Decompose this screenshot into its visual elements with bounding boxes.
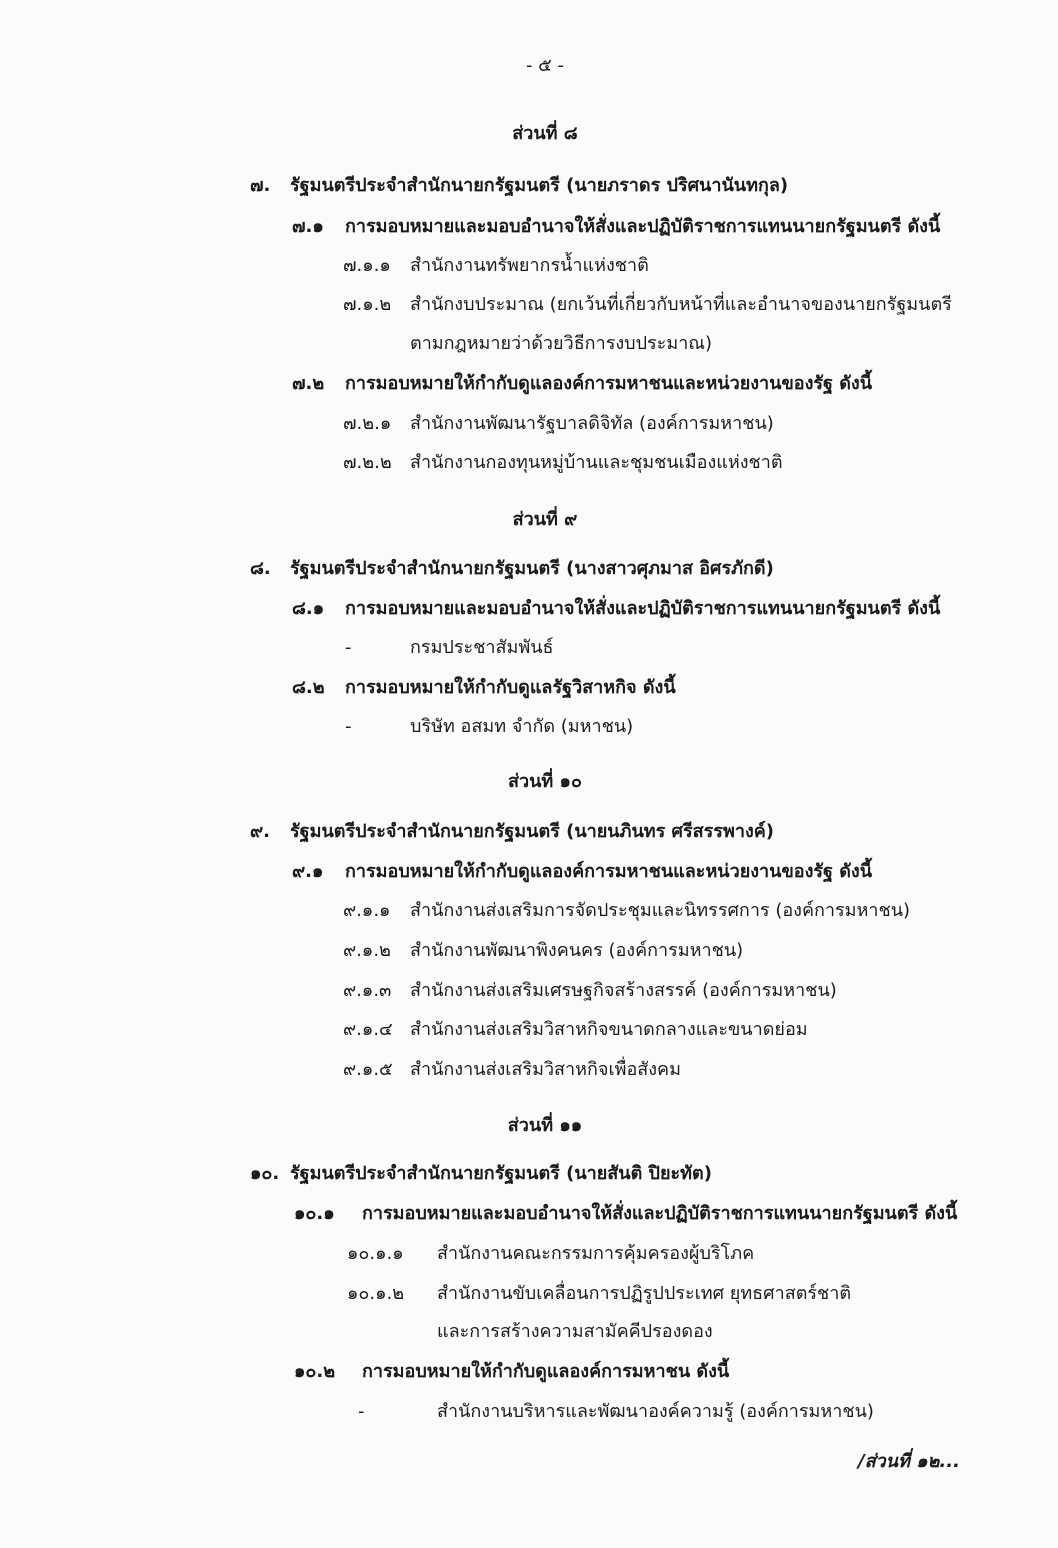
item-dash: -: [345, 637, 352, 658]
group-title: การมอบหมายและมอบอำนาจให้สั่งและปฏิบัติราชการแทนนายกรัฐมนตรี ดังนี้: [362, 1203, 958, 1224]
item-text: สำนักงานพัฒนารัฐบาลดิจิทัล (องค์การมหาชน): [410, 413, 774, 434]
group-title: การมอบหมายให้กำกับดูแลองค์การมหาชนและหน่วยงานของรัฐ ดังนี้: [345, 373, 873, 394]
item-text: บริษัท อสมท จำกัด (มหาชน): [410, 716, 634, 737]
group-number: ๗.๒: [292, 373, 325, 394]
group-title: การมอบหมายให้กำกับดูแลองค์การมหาชน ดังนี้: [362, 1361, 730, 1382]
item-number: ๙.๑.๒: [343, 940, 391, 961]
item-text: สำนักงบประมาณ (ยกเว้นที่เกี่ยวกับหน้าที่และอำนาจของนายกรัฐมนตรี: [410, 294, 952, 315]
section-heading: ส่วนที่ ๘: [512, 123, 578, 144]
item-text: สำนักงานส่งเสริมวิสาหกิจเพื่อสังคม: [410, 1059, 681, 1080]
section-heading: ส่วนที่ ๑๐: [508, 771, 582, 792]
minister-title: รัฐมนตรีประจำสำนักนายกรัฐมนตรี (นายนภินทร ศรีสรรพางค์): [290, 821, 774, 842]
item-text: สำนักงานส่งเสริมวิสาหกิจขนาดกลางและขนาดย่อม: [410, 1019, 808, 1040]
minister-number: ๙.: [250, 821, 271, 842]
item-text: สำนักงานทรัพยากรน้ำแห่งชาติ: [410, 255, 649, 276]
minister-title: รัฐมนตรีประจำสำนักนายกรัฐมนตรี (นางสาวศุภมาส อิศรภักดี): [290, 558, 774, 579]
item-number: ๗.๒.๒: [343, 452, 392, 473]
item-number: ๙.๑.๔: [343, 1019, 393, 1040]
item-number: ๗.๒.๑: [343, 413, 392, 434]
item-text-continued: ตามกฎหมายว่าด้วยวิธีการงบประมาณ): [410, 333, 713, 354]
item-number: ๑๐.๑.๑: [347, 1243, 404, 1264]
group-number: ๙.๑: [292, 861, 324, 882]
item-number: ๙.๑.๓: [343, 980, 392, 1001]
group-number: ๘.๑: [292, 598, 325, 619]
item-number: ๗.๑.๑: [343, 255, 391, 276]
section-heading: ส่วนที่ ๙: [512, 509, 578, 530]
group-number: ๑๐.๑: [294, 1203, 335, 1224]
item-number: ๗.๑.๒: [343, 294, 392, 315]
item-number: ๙.๑.๕: [343, 1059, 393, 1080]
item-text: สำนักงานส่งเสริมเศรษฐกิจสร้างสรรค์ (องค์การมหาชน): [410, 980, 837, 1001]
item-number: ๑๐.๑.๒: [347, 1283, 405, 1304]
group-title: การมอบหมายให้กำกับดูแลองค์การมหาชนและหน่วยงานของรัฐ ดังนี้: [345, 861, 873, 882]
item-text: สำนักงานส่งเสริมการจัดประชุมและนิทรรศการ (องค์การมหาชน): [410, 900, 911, 921]
item-text: สำนักงานขับเคลื่อนการปฏิรูปประเทศ ยุทธศาสตร์ชาติ: [437, 1283, 852, 1304]
item-text-continued: และการสร้างความสามัคคีปรองดอง: [437, 1321, 713, 1342]
minister-number: ๑๐.: [250, 1163, 280, 1184]
continuation-footer: /ส่วนที่ ๑๒...: [858, 1451, 960, 1472]
group-title: การมอบหมายและมอบอำนาจให้สั่งและปฏิบัติราชการแทนนายกรัฐมนตรี ดังนี้: [345, 216, 941, 237]
item-text: สำนักงานบริหารและพัฒนาองค์ความรู้ (องค์การมหาชน): [437, 1401, 874, 1422]
minister-number: ๘.: [250, 558, 271, 579]
group-number: ๑๐.๒: [294, 1361, 336, 1382]
group-title: การมอบหมายและมอบอำนาจให้สั่งและปฏิบัติราชการแทนนายกรัฐมนตรี ดังนี้: [345, 598, 941, 619]
item-text: สำนักงานพัฒนาพิงคนคร (องค์การมหาชน): [410, 940, 744, 961]
section-heading: ส่วนที่ ๑๑: [507, 1115, 583, 1136]
item-text: กรมประชาสัมพันธ์: [410, 637, 554, 658]
item-dash: -: [358, 1401, 365, 1422]
item-text: สำนักงานคณะกรรมการคุ้มครองผู้บริโภค: [437, 1243, 755, 1264]
item-number: ๙.๑.๑: [343, 900, 391, 921]
page-number: - ๕ -: [525, 55, 565, 76]
item-text: สำนักงานกองทุนหมู่บ้านและชุมชนเมืองแห่งชาติ: [410, 452, 783, 473]
item-dash: -: [345, 716, 352, 737]
group-number: ๘.๒: [292, 677, 325, 698]
minister-title: รัฐมนตรีประจำสำนักนายกรัฐมนตรี (นายภราดร ปริศนานันทกุล): [290, 175, 789, 196]
minister-title: รัฐมนตรีประจำสำนักนายกรัฐมนตรี (นายสันติ ปิยะทัต): [290, 1163, 712, 1184]
minister-number: ๗.: [250, 175, 271, 196]
group-number: ๗.๑: [292, 216, 324, 237]
group-title: การมอบหมายให้กำกับดูแลรัฐวิสาหกิจ ดังนี้: [345, 677, 676, 698]
